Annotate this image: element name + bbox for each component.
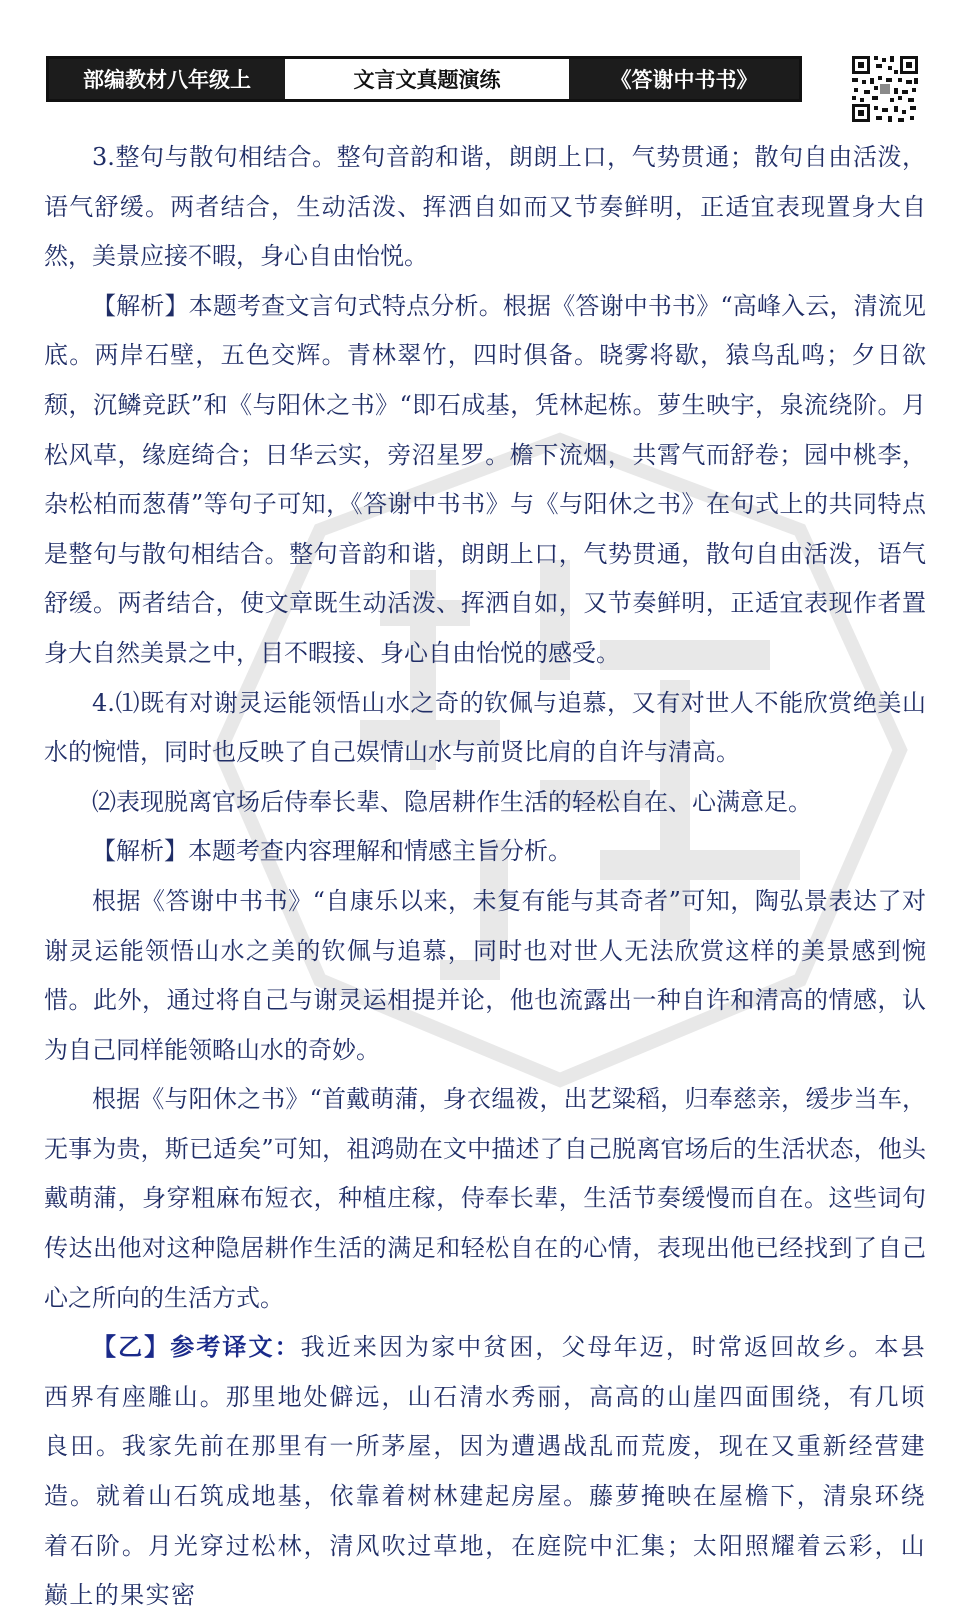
header-lesson: 《答谢中书书》 — [569, 59, 799, 99]
answer-3: 3.整句与散句相结合。整句音韵和谐，朗朗上口，气势贯通；散句自由活泼，语气舒缓。两者结合，生动活泼、挥洒自如而又节奏鲜明，正适宜表现置身大自然，美景应接不暇，身心自由怡悦。 — [44, 143, 926, 271]
answer-4-part2: ⑵表现脱离官场后侍奉长辈、隐居耕作生活的轻松自在、心满意足。 — [92, 787, 812, 816]
header-grade: 部编教材八年级上 — [49, 59, 285, 99]
header-section: 文言文真题演练 — [285, 59, 569, 99]
translation-label: 【乙】参考译文： — [92, 1333, 301, 1362]
qr-code-icon[interactable] — [850, 54, 920, 124]
analysis-4-para2: 根据《与阳休之书》“首戴萌蒲，身衣缊袯，出艺粱稻，归奉慈亲，缓步当车，无事为贵，斯已适矣”可知，祖鸿勋在文中描述了自己脱离官场后的生活状态，他头戴萌蒲，身穿粗麻布短衣，种植庄稼，侍奉长辈，生活节奏缓慢而自在。这些词句传达出他对这种隐居耕作生活的满足和轻松自在的心情，表现出他已经找到了自己心之所向的生活方式。 — [44, 1085, 926, 1312]
analysis-3: 【解析】本题考查文言句式特点分析。根据《答谢中书书》“高峰入云，清流见底。两岸石壁，五色交辉。青林翠竹，四时俱备。晓雾将歇，猿鸟乱鸣；夕日欲颓，沉鳞竞跃”和《与阳休之书》“即石成基，凭林起栋。萝生映宇，泉流绕阶。月松风草，缘庭绮合；日华云实，旁沼星罗。檐下流烟，共霄气而舒卷；园中桃李，杂松柏而葱蒨”等句子可知，《答谢中书书》与《与阳休之书》在句式上的共同特点是整句与散句相结合。整句音韵和谐，朗朗上口，气势贯通，散句自由活泼，语气舒缓。两者结合，使文章既生动活泼、挥洒自如，又节奏鲜明，正适宜表现作者置身大自然美景之中，目不暇接、身心自由怡悦的感受。 — [44, 291, 926, 667]
header-bar — [46, 56, 802, 102]
translation-text: 我近来因为家中贫困，父母年迈，时常返回故乡。本县西界有座雕山。那里地处僻远，山石清水秀丽，高高的山崖四面围绕，有几顷良田。我家先前在那里有一所茅屋，因为遭遇战乱而荒废，现在又重新经营建造。就着山石筑成地基，依靠着树林建起房屋。藤萝掩映在屋檐下，清泉环绕着石阶。月光穿过松林，清风吹过草地，在庭院中汇集；太阳照耀着云彩，山巅上的果实密 — [44, 1333, 926, 1610]
translation-paragraph — [44, 1323, 926, 1621]
analysis-4-heading: 【解析】本题考查内容理解和情感主旨分析。 — [92, 837, 572, 866]
main-content — [44, 133, 926, 1621]
analysis-4-para1: 根据《答谢中书书》“自康乐以来，未复有能与其奇者”可知，陶弘景表达了对谢灵运能领悟山水之美的钦佩与追慕，同时也对世人无法欣赏这样的美景感到惋惜。此外，通过将自己与谢灵运相提并论，他也流露出一种自许和清高的情感，认为自己同样能领略山水的奇妙。 — [44, 886, 926, 1064]
answer-4-part1: 4.⑴既有对谢灵运能领悟山水之奇的钦佩与追慕，又有对世人不能欣赏绝美山水的惋惜，同时也反映了自己娱情山水与前贤比肩的自许与清高。 — [44, 688, 926, 767]
